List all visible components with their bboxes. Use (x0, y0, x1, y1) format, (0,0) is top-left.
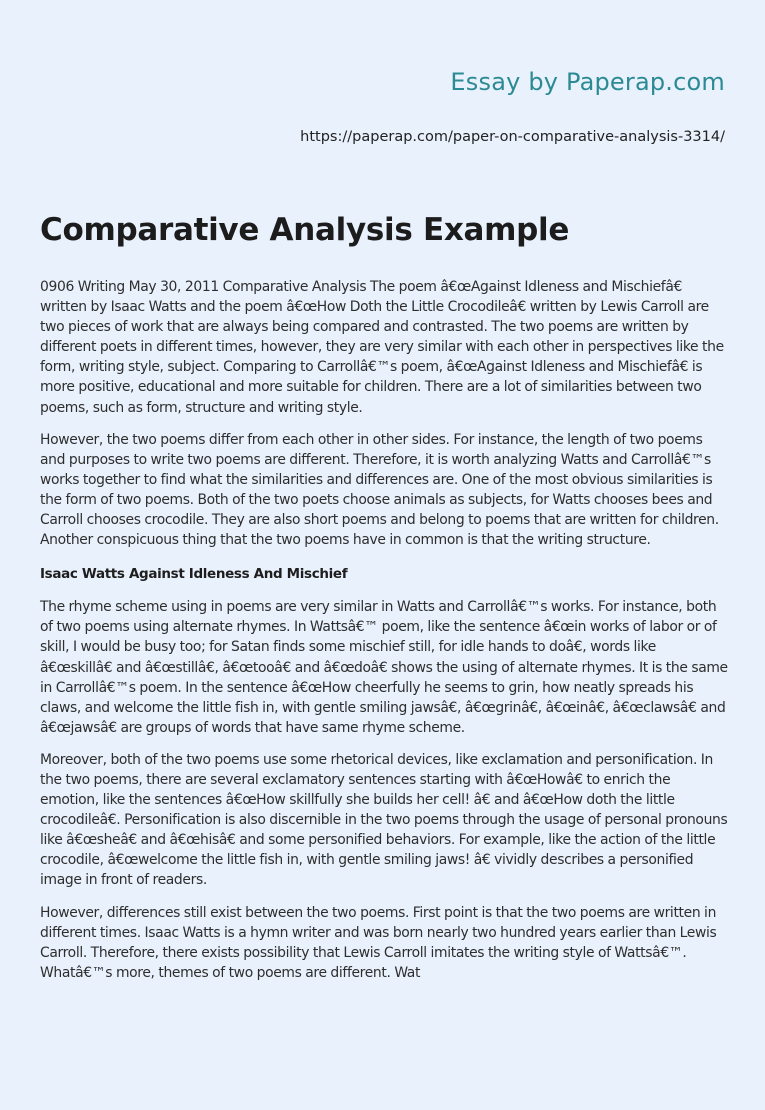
page-title: Comparative Analysis Example (40, 212, 570, 248)
paragraph: 0906 Writing May 30, 2011 Comparative Analysis The poem â€œAgainst Idleness and Mischiefâ€ written by Isaac Watts and the poem â€œHow Doth the Little Crocodileâ€ written by Lewis Carroll are two pieces of work that are always being compared and contrasted. The two poems are written by different poets in different times, however, they are very similar with each other in perspectives like the form, writing style, subject. Comparing to Carrollâ€™s poem, â€œAgainst Idleness and Mischiefâ€ is more positive, educational and more suitable for children. There are a lot of similarities between two poems, such as form, structure and writing style. (40, 279, 724, 416)
paragraph: However, differences still exist between the two poems. First point is that the two poems are written in different times. Isaac Watts is a hymn writer and was born nearly two hundred years earlier than Lewis Carroll. Therefore, there exists possibility that Lewis Carroll imitates the writing style of Wattsâ€™. Whatâ€™s more, themes of two poems are different. Wat (40, 904, 717, 981)
article-body (40, 277, 730, 995)
paragraph: Moreover, both of the two poems use some rhetorical devices, like exclamation and personification. In the two poems, there are several exclamatory sentences starting with â€œHowâ€ to enrich the emotion, like the sentences â€œHow skillfully she builds her cell! â€ and â€œHow doth the little crocodileâ€. Personification is also discernible in the two poems through the usage of personal pronouns like â€œsheâ€ and â€œhisâ€ and some personified behaviors. For example, like the action of the little crocodile, â€œwelcome the little fish in, with gentle smiling jaws! â€ vividly describes a personified image in front of readers. (40, 751, 728, 889)
section-heading: Isaac Watts Against Idleness And Mischief (40, 566, 348, 583)
paragraph: The rhyme scheme using in poems are very similar in Watts and Carrollâ€™s works. For instance, both of two poems using alternate rhymes. In Wattsâ€™ poem, like the sentence â€œin works of labor or of skill, I would be busy too; for Satan finds some mischief still, for idle hands to doâ€, words like â€œskillâ€ and â€œstillâ€, â€œtooâ€ and â€œdoâ€ shows the using of alternate rhymes. It is the same in Carrollâ€™s poem. In the sentence â€œHow cheerfully he seems to grin, how neatly spreads his claws, and welcome the little fish in, with gentle smiling jawsâ€, â€œgrinâ€, â€œinâ€, â€œclawsâ€ and â€œjawsâ€ are groups of words that have same rhyme scheme. (40, 599, 728, 736)
site-brand-link[interactable]: Essay by Paperap.com (450, 68, 725, 96)
paragraph: However, the two poems differ from each other in other sides. For instance, the length of two poems and purposes to write two poems are different. Therefore, it is worth analyzing Watts and Carrollâ€™s works together to find what the similarities and differences are. One of the most obvious similarities is the form of two poems. Both of the two poets choose animals as subjects, for Watts chooses bees and Carroll chooses crocodile. They are also short poems and belong to poems that are written for children. Another conspicuous thing that the two poems have in common is that the writing structure. (40, 431, 719, 549)
source-url-link[interactable]: https://paperap.com/paper-on-comparative-analysis-3314/ (300, 129, 725, 145)
